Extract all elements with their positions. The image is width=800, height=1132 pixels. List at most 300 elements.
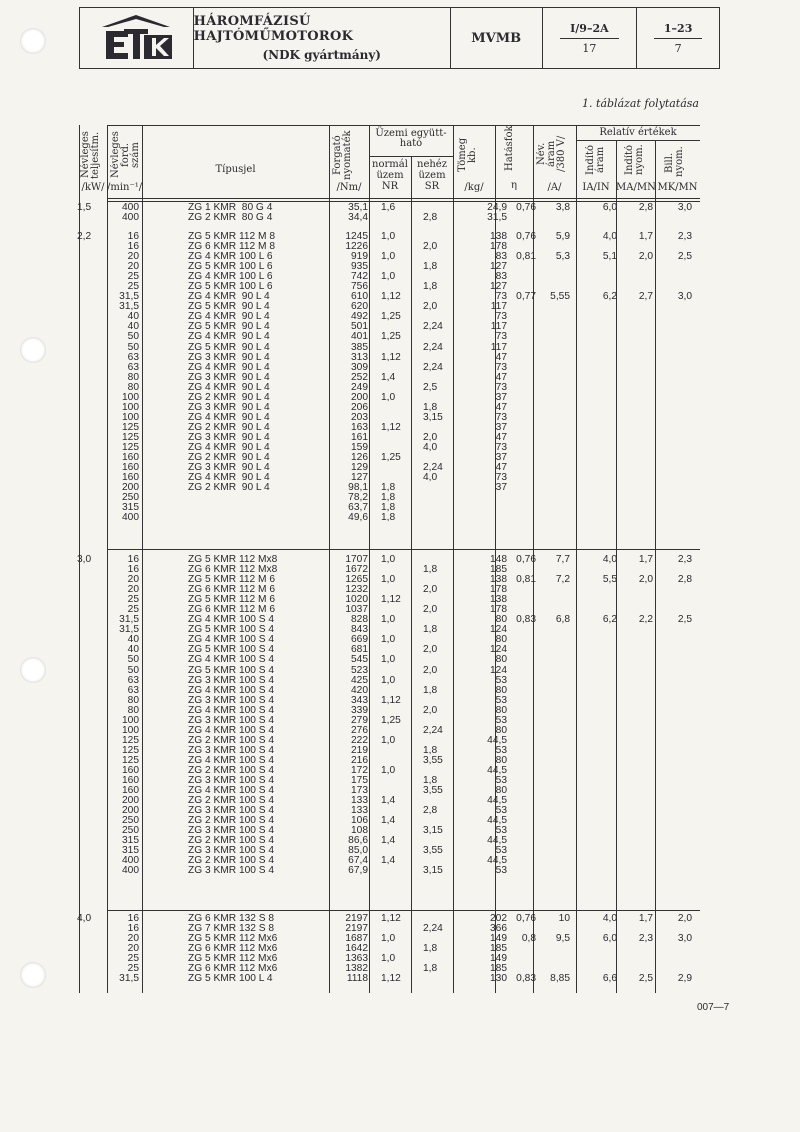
power-cell: 1,5 [77, 202, 92, 213]
type-cell: ZG 2 KMR 100 S 4 [188, 855, 275, 867]
torque-cell: 200 [351, 391, 368, 403]
mass-cell: 47 [495, 371, 507, 383]
torque-cell: 219 [351, 744, 368, 756]
mass-cell: 124 [490, 624, 507, 636]
speed-cell: 80 [127, 381, 139, 393]
type-cell: ZG 5 KMR 100 S 4 [188, 664, 275, 676]
torque-cell: 545 [351, 654, 368, 666]
type-cell: ZG 5 KMR 112 M 8 [188, 231, 275, 242]
mass-cell: 53 [495, 845, 507, 857]
mass-cell: 44,5 [487, 734, 507, 746]
type-cell: ZG 5 KMR 100 S 4 [188, 624, 275, 636]
type-cell: ZG 3 KMR 90 L 4 [188, 462, 270, 474]
power-cell: 2,2 [77, 231, 92, 242]
torque-cell: 309 [351, 361, 368, 373]
efficiency-cell: 0,76 [516, 913, 536, 924]
normal-factor-cell: 1,12 [381, 351, 401, 363]
type-cell: ZG 3 KMR 100 S 4 [188, 694, 275, 706]
normal-factor-cell: 1,0 [381, 271, 396, 283]
normal-factor-cell: 1,8 [381, 502, 396, 514]
type-cell: ZG 3 KMR 100 S 4 [188, 805, 275, 817]
normal-factor-cell: 1,8 [381, 492, 396, 504]
type-cell: ZG 3 KMR 100 S 4 [188, 714, 275, 726]
header-relative: Relatív értékek [599, 127, 677, 138]
tilt-torque-cell: 2,5 [677, 614, 692, 626]
type-cell: ZG 3 KMR 100 S 4 [188, 775, 275, 787]
speed-cell: 16 [127, 923, 139, 935]
start-current-cell: 6,2 [602, 291, 617, 303]
header-mass: Tömeg kb. [457, 137, 478, 173]
torque-cell: 163 [351, 421, 368, 433]
torque-cell: 420 [351, 684, 368, 696]
speed-cell: 100 [122, 391, 139, 403]
document-subtitle: (NDK gyártmány) [262, 48, 381, 62]
mass-cell: 185 [490, 963, 507, 975]
speed-cell: 125 [122, 431, 139, 443]
torque-cell: 133 [351, 805, 368, 817]
type-cell: ZG 4 KMR 100 S 4 [188, 704, 275, 716]
table-row [107, 332, 700, 342]
speed-cell: 25 [127, 604, 139, 616]
efficiency-cell: 0,76 [516, 231, 536, 242]
heavy-factor-cell: 2,0 [423, 604, 438, 616]
current-cell: 6,8 [555, 614, 570, 626]
relative-sub-rule [576, 140, 700, 141]
type-cell: ZG 2 KMR 90 L 4 [188, 452, 270, 464]
header-normal-3: NR [381, 181, 399, 192]
header-power: Névleges teljesítm. [80, 131, 101, 179]
speed-cell: 31,5 [119, 301, 139, 313]
speed-cell: 25 [127, 281, 139, 293]
heavy-factor-cell: 2,24 [423, 341, 443, 353]
efficiency-cell: 0,83 [516, 614, 536, 626]
speed-cell: 160 [122, 472, 139, 484]
type-cell: ZG 4 KMR 100 S 4 [188, 614, 275, 626]
heavy-factor-cell: 2,24 [423, 462, 443, 474]
sheet-number-top: I/9–2A [560, 22, 619, 39]
mass-cell: 185 [490, 943, 507, 955]
current-cell: 3,8 [555, 202, 570, 213]
torque-cell: 1226 [345, 241, 368, 253]
mass-cell: 149 [490, 953, 507, 965]
normal-factor-cell: 1,0 [381, 574, 396, 586]
speed-cell: 200 [122, 482, 139, 494]
torque-cell: 108 [351, 825, 368, 837]
torque-cell: 343 [351, 694, 368, 706]
torque-cell: 252 [351, 371, 368, 383]
speed-cell: 16 [127, 564, 139, 576]
mass-cell: 53 [495, 805, 507, 817]
speed-cell: 31,5 [119, 973, 139, 985]
heavy-factor-cell: 2,5 [423, 381, 438, 393]
catalog-code: MVMB [451, 8, 543, 68]
current-cell: 8,85 [550, 973, 570, 985]
speed-cell: 50 [127, 341, 139, 353]
page-number [637, 8, 719, 68]
header-start-torque-unit: MA/MN [616, 182, 656, 193]
mass-cell: 47 [495, 431, 507, 443]
mass-cell: 80 [495, 614, 507, 626]
mass-cell: 80 [495, 704, 507, 716]
speed-cell: 50 [127, 331, 139, 343]
torque-cell: 63,7 [348, 502, 368, 514]
table-top-rule [107, 125, 700, 126]
header-torque-unit: /Nm/ [336, 182, 362, 193]
efficiency-cell: 0,76 [516, 202, 536, 213]
torque-cell: 86,6 [348, 835, 368, 847]
type-cell: ZG 4 KMR 90 L 4 [188, 472, 270, 484]
heavy-factor-cell: 4,0 [423, 472, 438, 484]
mass-cell: 138 [490, 574, 507, 586]
speed-cell: 160 [122, 785, 139, 797]
mass-cell: 80 [495, 724, 507, 736]
speed-cell: 400 [122, 865, 139, 877]
speed-cell: 16 [127, 241, 139, 253]
current-cell: 9,5 [555, 933, 570, 945]
normal-factor-cell: 1,0 [381, 554, 396, 565]
torque-cell: 919 [351, 251, 368, 263]
heavy-factor-cell: 2,24 [423, 361, 443, 373]
table-row [107, 513, 700, 523]
speed-cell: 20 [127, 261, 139, 273]
torque-cell: 1707 [345, 554, 368, 565]
torque-cell: 206 [351, 401, 368, 413]
torque-cell: 1687 [345, 933, 368, 945]
punch-hole [20, 962, 46, 988]
mass-cell: 124 [490, 664, 507, 676]
torque-cell: 681 [351, 644, 368, 656]
torque-cell: 1642 [345, 943, 368, 955]
mass-cell: 117 [490, 321, 507, 333]
efficiency-cell: 0,8 [521, 933, 536, 945]
torque-cell: 106 [351, 815, 368, 827]
table-row [107, 483, 700, 493]
speed-cell: 100 [122, 411, 139, 423]
speed-cell: 100 [122, 401, 139, 413]
speed-cell: 100 [122, 714, 139, 726]
speed-cell: 125 [122, 441, 139, 453]
normal-factor-cell: 1,0 [381, 674, 396, 686]
mass-cell: 138 [490, 231, 507, 242]
header-normal-1: normál [372, 159, 408, 170]
heavy-factor-cell: 2,0 [423, 704, 438, 716]
speed-cell: 50 [127, 664, 139, 676]
heavy-factor-cell: 1,8 [423, 744, 438, 756]
speed-cell: 63 [127, 361, 139, 373]
speed-cell: 80 [127, 694, 139, 706]
normal-factor-cell: 1,0 [381, 764, 396, 776]
torque-cell: 669 [351, 634, 368, 646]
mass-cell: 53 [495, 714, 507, 726]
heavy-factor-cell: 1,8 [423, 281, 438, 293]
header-speed-unit: /min⁻¹/ [107, 182, 143, 193]
type-cell: ZG 4 KMR 100 L 6 [188, 271, 273, 283]
table-row [107, 213, 700, 223]
start-torque-cell: 1,7 [638, 913, 653, 924]
type-cell: ZG 5 KMR 112 Mx6 [188, 933, 278, 945]
speed-cell: 160 [122, 775, 139, 787]
heavy-factor-cell: 2,0 [423, 644, 438, 656]
type-cell: ZG 5 KMR 112 M 6 [188, 594, 275, 606]
heavy-factor-cell: 2,8 [423, 212, 438, 224]
efficiency-cell: 0,77 [516, 291, 536, 303]
heavy-factor-cell: 2,0 [423, 664, 438, 676]
normal-factor-cell: 1,4 [381, 795, 396, 807]
torque-cell: 1672 [345, 564, 368, 576]
punch-hole [20, 657, 46, 683]
mass-cell: 124 [490, 644, 507, 656]
type-cell: ZG 6 KMR 112 Mx6 [188, 943, 278, 955]
speed-cell: 315 [122, 835, 139, 847]
torque-cell: 828 [351, 614, 368, 626]
torque-cell: 1245 [345, 231, 368, 242]
header-mass-unit: /kg/ [464, 182, 484, 193]
heavy-factor-cell: 2,24 [423, 724, 443, 736]
tilt-torque-cell: 2,3 [677, 231, 692, 242]
torque-cell: 401 [351, 331, 368, 343]
mass-cell: 117 [490, 341, 507, 353]
type-cell: ZG 5 KMR 90 L 4 [188, 321, 270, 333]
mass-cell: 44,5 [487, 764, 507, 776]
normal-factor-cell: 1,12 [381, 973, 401, 985]
torque-cell: 610 [351, 291, 368, 303]
current-cell: 5,9 [555, 231, 570, 242]
group-3-0kw [77, 554, 700, 877]
mass-cell: 73 [495, 472, 507, 484]
torque-cell: 1118 [346, 973, 368, 985]
type-cell: ZG 5 KMR 112 Mx6 [188, 953, 278, 965]
heavy-factor-cell: 1,8 [423, 261, 438, 273]
speed-cell: 400 [122, 212, 139, 224]
start-torque-cell: 1,7 [638, 554, 653, 565]
speed-cell: 63 [127, 684, 139, 696]
torque-cell: 1020 [345, 594, 368, 606]
normal-factor-cell: 1,6 [381, 202, 396, 213]
torque-cell: 385 [351, 341, 368, 353]
speed-cell: 125 [122, 734, 139, 746]
heavy-factor-cell: 4,0 [423, 441, 438, 453]
start-torque-cell: 2,0 [638, 574, 653, 586]
normal-factor-cell: 1,25 [381, 331, 401, 343]
table-caption: 1. táblázat folytatása [582, 97, 699, 110]
speed-cell: 25 [127, 271, 139, 283]
header-torque: Forgató nyomaték [332, 130, 353, 180]
heavy-factor-cell: 2,0 [423, 301, 438, 313]
current-cell: 5,55 [550, 291, 570, 303]
speed-cell: 16 [127, 554, 139, 565]
header-start-torque: Indító nyom. [624, 144, 645, 176]
torque-cell: 1037 [345, 604, 368, 616]
type-cell: ZG 6 KMR 112 M 8 [188, 241, 275, 253]
type-cell: ZG 5 KMR 100 S 4 [188, 644, 275, 656]
mass-cell: 127 [490, 281, 507, 293]
heavy-factor-cell: 3,55 [423, 845, 443, 857]
speed-cell: 200 [122, 795, 139, 807]
speed-cell: 16 [127, 231, 139, 242]
type-cell: ZG 4 KMR 90 L 4 [188, 361, 270, 373]
mass-cell: 53 [495, 674, 507, 686]
mass-cell: 80 [495, 785, 507, 797]
power-cell: 3,0 [77, 554, 92, 565]
torque-cell: 276 [351, 724, 368, 736]
heavy-factor-cell: 1,8 [423, 963, 438, 975]
torque-cell: 161 [351, 431, 368, 443]
speed-cell: 200 [122, 805, 139, 817]
current-cell: 10 [558, 913, 570, 924]
mass-cell: 44,5 [487, 795, 507, 807]
heavy-factor-cell: 1,8 [423, 684, 438, 696]
normal-factor-cell: 1,12 [381, 913, 401, 924]
mass-cell: 178 [490, 604, 507, 616]
efficiency-cell: 0,81 [516, 251, 536, 263]
torque-cell: 492 [351, 311, 368, 323]
mass-cell: 138 [490, 594, 507, 606]
torque-cell: 742 [351, 271, 368, 283]
type-cell: ZG 5 KMR 100 L 6 [188, 281, 273, 293]
normal-factor-cell: 1,0 [381, 953, 396, 965]
document-header [79, 7, 720, 69]
header-heavy-2: üzem [418, 170, 446, 181]
mass-cell: 83 [495, 271, 507, 283]
speed-cell: 80 [127, 704, 139, 716]
type-cell: ZG 3 KMR 90 L 4 [188, 351, 270, 363]
table-row [107, 503, 700, 513]
type-cell: ZG 5 KMR 100 L 4 [188, 973, 273, 985]
speed-cell: 50 [127, 654, 139, 666]
mass-cell: 80 [495, 754, 507, 766]
speed-cell: 250 [122, 825, 139, 837]
speed-cell: 31,5 [119, 624, 139, 636]
speed-cell: 31,5 [119, 291, 139, 303]
mass-cell: 47 [495, 351, 507, 363]
normal-factor-cell: 1,0 [381, 734, 396, 746]
type-cell: ZG 3 KMR 100 S 4 [188, 825, 275, 837]
torque-cell: 2197 [345, 913, 368, 924]
document-title: HÁROMFÁZISÚ HAJTÓMŰMOTOROK [193, 14, 354, 44]
mass-cell: 37 [495, 452, 507, 464]
mass-cell: 73 [495, 311, 507, 323]
speed-cell: 40 [127, 321, 139, 333]
start-current-cell: 6,0 [602, 202, 617, 213]
torque-cell: 173 [351, 785, 368, 797]
heavy-factor-cell: 1,8 [423, 943, 438, 955]
start-torque-cell: 2,8 [638, 202, 653, 213]
type-cell: ZG 4 KMR 100 S 4 [188, 634, 275, 646]
mass-cell: 178 [490, 584, 507, 596]
type-cell: ZG 5 KMR 112 M 6 [188, 574, 275, 586]
type-cell: ZG 6 KMR 112 Mx8 [188, 564, 278, 576]
speed-cell: 100 [122, 724, 139, 736]
normal-factor-cell: 1,12 [381, 594, 401, 606]
mass-cell: 24,9 [487, 202, 507, 213]
header-type: Típusjel [215, 164, 256, 175]
speed-cell: 31,5 [119, 614, 139, 626]
type-cell: ZG 3 KMR 90 L 4 [188, 371, 270, 383]
header-normal-2: üzem [376, 170, 404, 181]
torque-cell: 756 [351, 281, 368, 293]
normal-factor-cell: 1,12 [381, 421, 401, 433]
mass-cell: 148 [490, 554, 507, 565]
group-rule [107, 549, 700, 550]
motor-table [77, 113, 700, 993]
heavy-factor-cell: 3,15 [423, 865, 443, 877]
torque-cell: 222 [351, 734, 368, 746]
type-cell: ZG 6 KMR 132 S 8 [188, 913, 275, 924]
type-cell: ZG 4 KMR 90 L 4 [188, 411, 270, 423]
normal-factor-cell: 1,0 [381, 614, 396, 626]
normal-factor-cell: 1,4 [381, 855, 396, 867]
torque-cell: 501 [351, 321, 368, 333]
torque-cell: 425 [351, 674, 368, 686]
company-logo [80, 8, 194, 68]
mass-cell: 47 [495, 401, 507, 413]
mass-cell: 53 [495, 694, 507, 706]
mass-cell: 44,5 [487, 835, 507, 847]
normal-factor-cell: 1,8 [381, 512, 396, 524]
table-header-rule [107, 198, 700, 199]
mass-cell: 53 [495, 775, 507, 787]
torque-cell: 172 [351, 764, 368, 776]
current-cell: 7,7 [555, 554, 570, 565]
torque-cell: 523 [351, 664, 368, 676]
type-cell: ZG 2 KMR 90 L 4 [188, 391, 270, 403]
heavy-factor-cell: 1,8 [423, 564, 438, 576]
mass-cell: 47 [495, 462, 507, 474]
normal-factor-cell: 1,0 [381, 391, 396, 403]
mass-cell: 73 [495, 361, 507, 373]
punch-hole [20, 337, 46, 363]
current-cell: 5,3 [555, 251, 570, 263]
torque-cell: 159 [351, 441, 368, 453]
speed-cell: 40 [127, 634, 139, 646]
tilt-torque-cell: 2,5 [677, 251, 692, 263]
mass-cell: 130 [490, 973, 507, 985]
speed-cell: 250 [122, 492, 139, 504]
torque-cell: 620 [351, 301, 368, 313]
header-start-current-unit: IA/IN [582, 182, 610, 193]
type-cell: ZG 4 KMR 100 S 4 [188, 654, 275, 666]
type-cell: ZG 3 KMR 90 L 4 [188, 401, 270, 413]
start-current-cell: 4,0 [602, 231, 617, 242]
mass-cell: 178 [490, 241, 507, 253]
speed-cell: 20 [127, 943, 139, 955]
type-cell: ZG 2 KMR 90 L 4 [188, 482, 270, 494]
start-torque-cell: 2,5 [638, 973, 653, 985]
torque-cell: 279 [351, 714, 368, 726]
heavy-factor-cell: 3,15 [423, 411, 443, 423]
type-cell: ZG 4 KMR 100 L 6 [188, 251, 273, 263]
start-current-cell: 4,0 [602, 913, 617, 924]
title-cell [194, 8, 451, 68]
normal-factor-cell: 1,0 [381, 634, 396, 646]
speed-cell: 20 [127, 933, 139, 945]
type-cell: ZG 5 KMR 90 L 4 [188, 301, 270, 313]
torque-cell: 843 [351, 624, 368, 636]
torque-cell: 313 [351, 351, 368, 363]
mass-cell: 117 [490, 301, 507, 313]
type-cell: ZG 7 KMR 132 S 8 [188, 923, 275, 935]
type-cell: ZG 2 KMR 90 L 4 [188, 421, 270, 433]
mass-cell: 127 [490, 261, 507, 273]
type-cell: ZG 3 KMR 100 S 4 [188, 744, 275, 756]
normal-factor-cell: 1,4 [381, 835, 396, 847]
header-factor: Üzemi együtt-ható [375, 128, 447, 149]
mass-cell: 73 [495, 381, 507, 393]
mass-cell: 366 [490, 923, 507, 935]
speed-cell: 400 [122, 855, 139, 867]
normal-factor-cell: 1,12 [381, 291, 401, 303]
type-cell: ZG 3 KMR 90 L 4 [188, 431, 270, 443]
